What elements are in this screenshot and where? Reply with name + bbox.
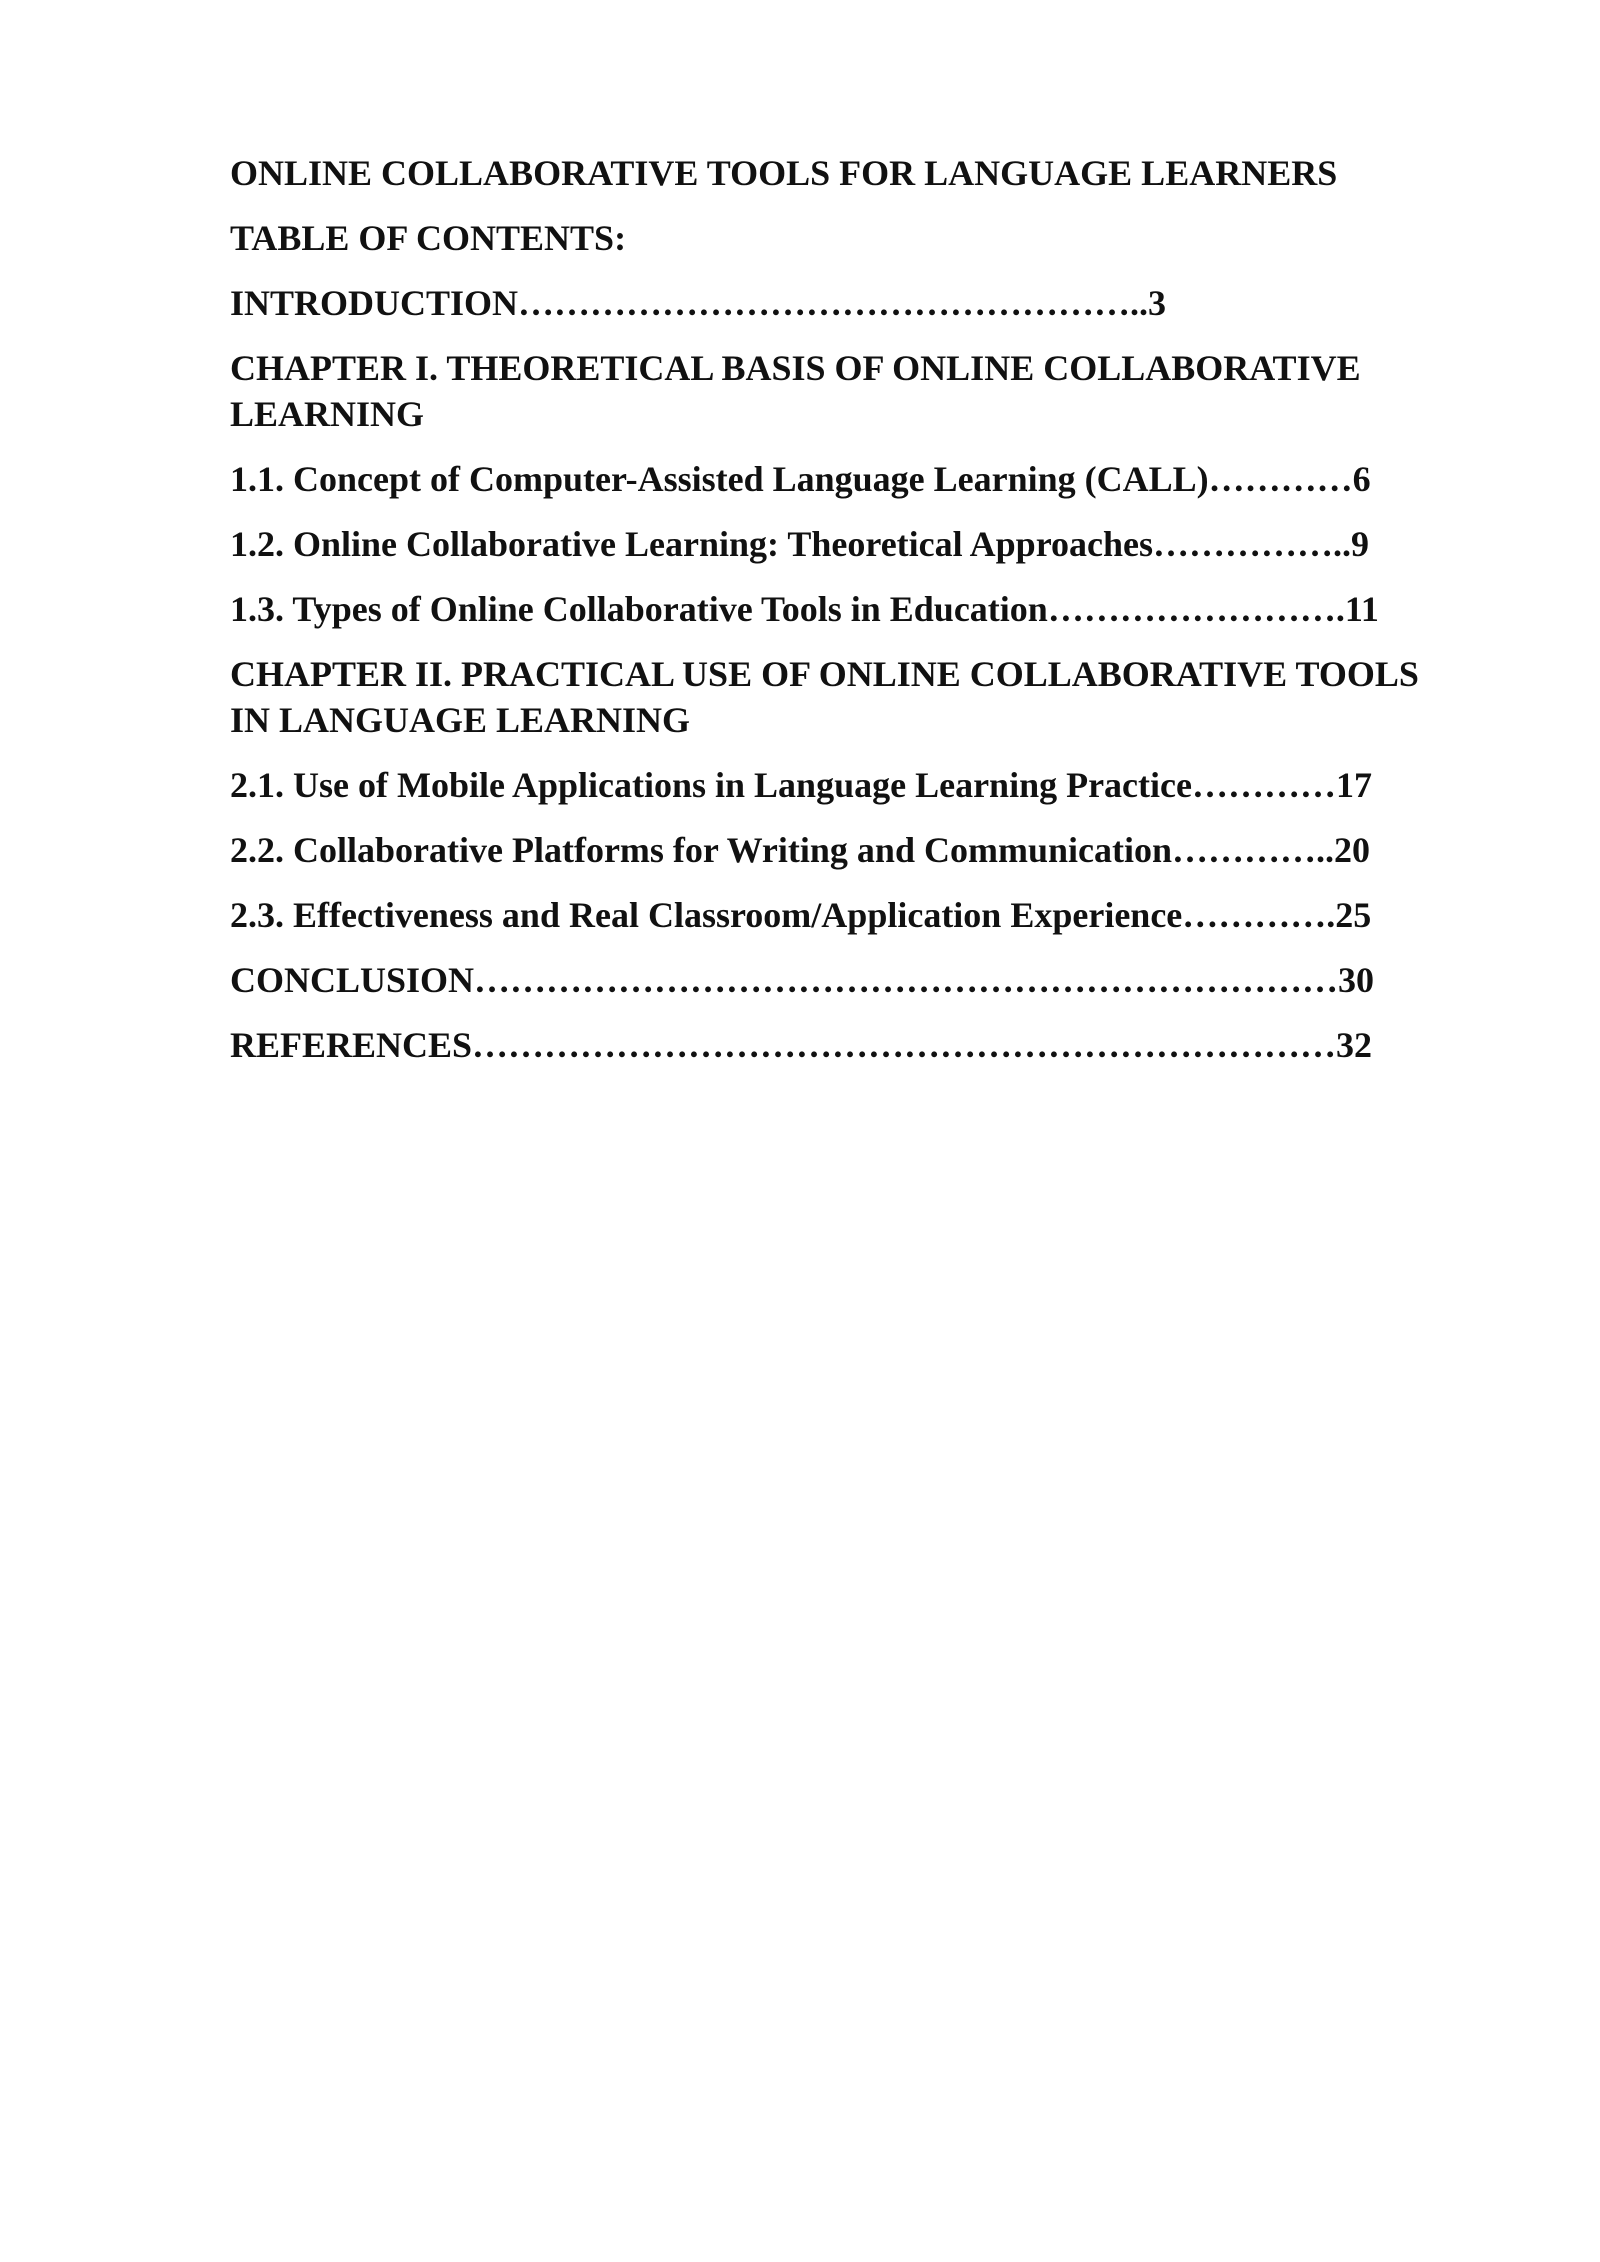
toc-chapter-1-line-1: CHAPTER I. THEORETICAL BASIS OF ONLINE COLLABORATIVE xyxy=(230,348,1361,388)
toc-entry-chapter-1 xyxy=(230,345,1530,437)
toc-heading: TABLE OF CONTENTS: xyxy=(230,218,627,258)
toc-chapter-2-line-1: CHAPTER II. PRACTICAL USE OF ONLINE COLLABORATIVE TOOLS xyxy=(230,654,1419,694)
document-title: ONLINE COLLABORATIVE TOOLS FOR LANGUAGE LEARNERS xyxy=(230,153,1338,193)
toc-entry-1-2: 1.2. Online Collaborative Learning: Theoretical Approaches……………..9 xyxy=(230,524,1370,564)
document-content xyxy=(230,150,1530,1087)
toc-entry-2-1: 2.1. Use of Mobile Applications in Language Learning Practice…………17 xyxy=(230,765,1372,805)
toc-entry-2-3: 2.3. Effectiveness and Real Classroom/Application Experience………….25 xyxy=(230,895,1372,935)
toc-entry-references: REFERENCES………………………………………………………………32 xyxy=(230,1025,1373,1065)
toc-entry-chapter-2 xyxy=(230,651,1530,743)
toc-entry-1-3: 1.3. Types of Online Collaborative Tools in Education…………………….11 xyxy=(230,589,1379,629)
toc-entry-introduction: INTRODUCTION……………………………………………..3 xyxy=(230,283,1167,323)
toc-entry-2-2: 2.2. Collaborative Platforms for Writing and Communication…………..20 xyxy=(230,830,1370,870)
toc-chapter-1-line-2: LEARNING xyxy=(230,394,425,434)
toc-chapter-2-line-2: IN LANGUAGE LEARNING xyxy=(230,700,691,740)
toc-entry-conclusion: CONCLUSION………………………………………………………………30 xyxy=(230,960,1375,1000)
toc-entry-1-1: 1.1. Concept of Computer-Assisted Language Learning (CALL)…………6 xyxy=(230,459,1371,499)
